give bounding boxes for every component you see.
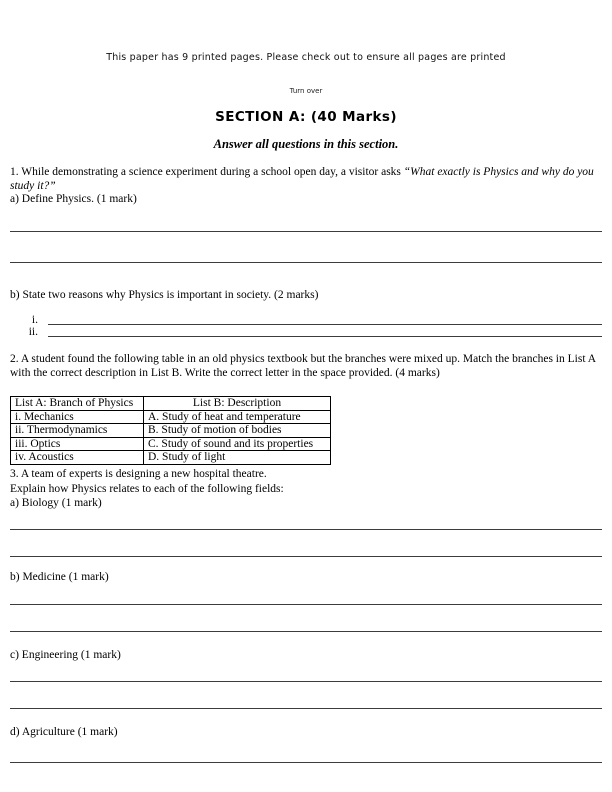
- answer-line: [10, 231, 602, 232]
- roman-numeral-i: i.: [31, 314, 38, 326]
- section-instruction: Answer all questions in this section.: [213, 136, 399, 151]
- answer-line: [10, 556, 602, 557]
- table-cell-branch: ii. Thermodynamics: [11, 424, 144, 438]
- answer-line: [10, 631, 602, 632]
- table-header-list-b: List B: Description: [144, 397, 331, 411]
- question-2-intro: 2. A student found the following table in an old physics textbook but the branches were mixed up. Match the branches in List A with the correct description in List B. Write the correct letter in the space provided. (4 marks): [10, 353, 596, 379]
- section-a-title: SECTION A: (40 Marks): [215, 109, 397, 125]
- answer-line: [10, 681, 602, 682]
- table-row: [11, 410, 331, 424]
- table-row: [11, 451, 331, 465]
- q3-part-a-label: a) Biology (1 mark): [10, 496, 102, 509]
- q3-intro-line2: Explain how Physics relates to each of the following fields:: [10, 482, 284, 495]
- table-cell-branch: iv. Acoustics: [11, 451, 144, 465]
- q1-part-b-label: b) State two reasons why Physics is important in society. (2 marks): [10, 288, 319, 301]
- table-cell-branch: iii. Optics: [11, 437, 144, 451]
- table-cell-description: D. Study of light: [144, 451, 331, 465]
- answer-line: [10, 762, 602, 763]
- answer-line: [10, 708, 602, 709]
- q1-part-a-label: a) Define Physics. (1 mark): [10, 193, 137, 205]
- q1-intro-quote: “What exactly is Physics and why do you study it?”: [10, 166, 594, 192]
- answer-line: [48, 336, 602, 337]
- q3-part-d-label: d) Agriculture (1 mark): [10, 726, 118, 738]
- table-header-list-a: List A: Branch of Physics: [11, 397, 144, 411]
- answer-line: [48, 324, 602, 325]
- q1b-item-ii: [10, 327, 602, 338]
- table-cell-branch: i. Mechanics: [11, 410, 144, 424]
- answer-line: [10, 604, 602, 605]
- table-row: [11, 424, 331, 438]
- question-3-intro: [10, 467, 602, 497]
- table-row: [11, 437, 331, 451]
- roman-numeral-ii: ii.: [28, 326, 38, 338]
- answer-line: [10, 529, 602, 530]
- q3-part-b-label: b) Medicine (1 mark): [10, 571, 109, 583]
- q1-intro-plain: 1. While demonstrating a science experiment during a school open day, a visitor asks: [10, 166, 404, 178]
- match-branches-table: [10, 396, 331, 465]
- table-header-row: [11, 397, 331, 411]
- table-cell-description: C. Study of sound and its properties: [144, 437, 331, 451]
- section-a-content: [0, 166, 612, 763]
- table-cell-description: B. Study of motion of bodies: [144, 424, 331, 438]
- table-cell-description: A. Study of heat and temperature: [144, 410, 331, 424]
- turn-over-label: Turn over: [289, 86, 323, 95]
- q3-intro-line1: 3. A team of experts is designing a new hospital theatre.: [10, 467, 267, 480]
- q1b-item-i: [10, 315, 602, 326]
- printed-pages-notice: This paper has 9 printed pages. Please check out to ensure all pages are printed: [106, 52, 506, 63]
- question-1-intro: [10, 166, 602, 193]
- answer-line: [10, 262, 602, 263]
- q3-part-c-label: c) Engineering (1 mark): [10, 648, 121, 661]
